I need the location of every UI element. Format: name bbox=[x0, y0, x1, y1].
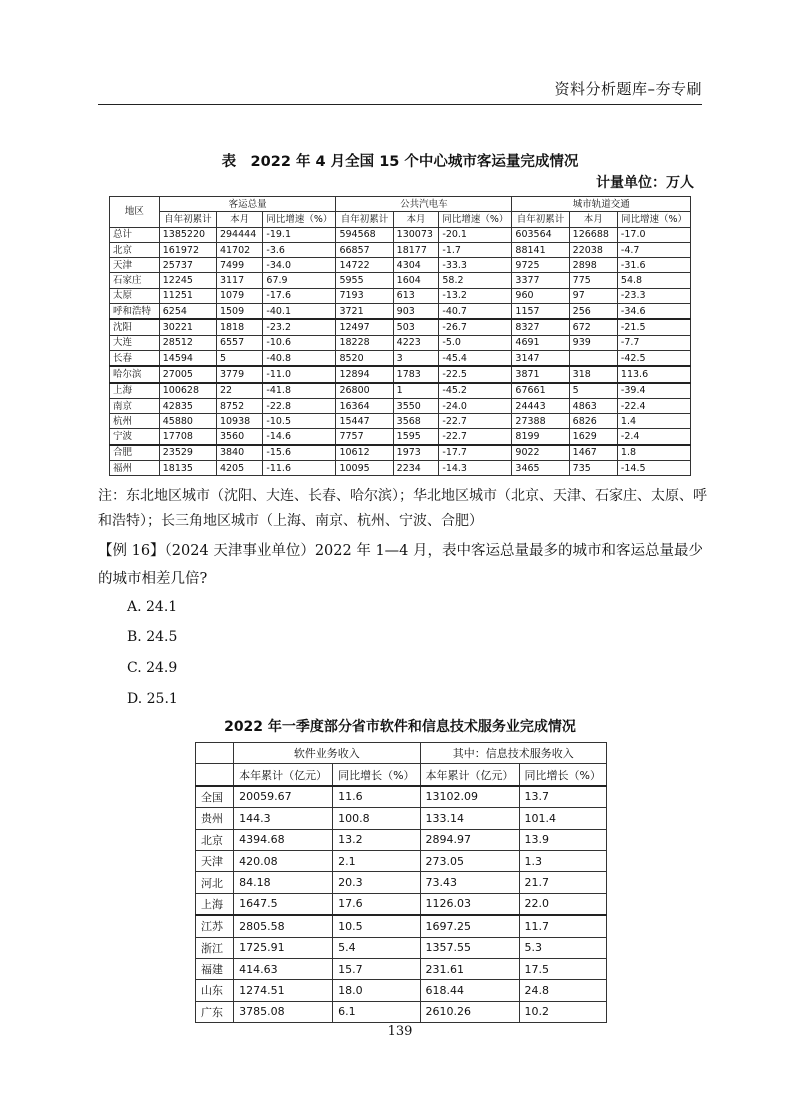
value-cell: 5.4 bbox=[333, 937, 420, 958]
table-row bbox=[196, 915, 607, 937]
value-cell: -20.1 bbox=[439, 227, 512, 242]
value-cell: 14722 bbox=[336, 258, 393, 273]
value-cell: 1.8 bbox=[617, 445, 690, 461]
value-cell: 3779 bbox=[216, 366, 262, 382]
value-cell: 1818 bbox=[216, 319, 262, 335]
value-cell: 4691 bbox=[512, 335, 569, 350]
value-cell: -10.5 bbox=[263, 414, 336, 429]
value-cell: 4394.68 bbox=[234, 829, 333, 850]
value-cell: -34.0 bbox=[263, 258, 336, 273]
value-cell bbox=[569, 350, 617, 366]
group-header: 公共汽电车 bbox=[336, 197, 512, 212]
table-row bbox=[196, 893, 607, 915]
value-cell: 20.3 bbox=[333, 872, 420, 893]
region-cell: 福建 bbox=[196, 958, 234, 979]
value-cell: 1595 bbox=[393, 429, 439, 445]
value-cell: 10612 bbox=[336, 445, 393, 461]
value-cell: 11.7 bbox=[519, 915, 606, 937]
value-cell: 6557 bbox=[216, 335, 262, 350]
value-cell: 1647.5 bbox=[234, 893, 333, 915]
value-cell: 672 bbox=[569, 319, 617, 335]
table-row bbox=[110, 288, 691, 303]
value-cell: 88141 bbox=[512, 242, 569, 257]
value-cell: 1126.03 bbox=[420, 893, 519, 915]
value-cell: 67.9 bbox=[263, 273, 336, 288]
value-cell: 18177 bbox=[393, 242, 439, 257]
value-cell: 25737 bbox=[159, 258, 216, 273]
region-cell: 大连 bbox=[110, 335, 160, 350]
value-cell: -5.0 bbox=[439, 335, 512, 350]
option-b: B. 24.5 bbox=[127, 629, 178, 645]
region-cell: 上海 bbox=[196, 893, 234, 915]
value-cell: 2805.58 bbox=[234, 915, 333, 937]
table-row bbox=[196, 1001, 607, 1022]
value-cell: 66857 bbox=[336, 242, 393, 257]
value-cell: 8520 bbox=[336, 350, 393, 366]
value-cell: 28512 bbox=[159, 335, 216, 350]
value-cell: -10.6 bbox=[263, 335, 336, 350]
table1-title: 表 2022 年 4 月全国 15 个中心城市客运量完成情况 bbox=[221, 154, 579, 170]
value-cell: -14.6 bbox=[263, 429, 336, 445]
value-cell: -26.7 bbox=[439, 319, 512, 335]
value-cell: 13.7 bbox=[519, 786, 606, 808]
sub-header: 自年初累计 bbox=[512, 212, 569, 227]
value-cell: 30221 bbox=[159, 319, 216, 335]
value-cell: 3785.08 bbox=[234, 1001, 333, 1022]
value-cell: 1509 bbox=[216, 304, 262, 320]
region-cell: 沈阳 bbox=[110, 319, 160, 335]
region-cell: 浙江 bbox=[196, 937, 234, 958]
value-cell: 1467 bbox=[569, 445, 617, 461]
value-cell: -22.4 bbox=[617, 398, 690, 413]
region-cell: 全国 bbox=[196, 786, 234, 808]
value-cell: 73.43 bbox=[420, 872, 519, 893]
value-cell: 18135 bbox=[159, 461, 216, 476]
value-cell: 613 bbox=[393, 288, 439, 303]
value-cell: -24.0 bbox=[439, 398, 512, 413]
sub-header: 自年初累计 bbox=[159, 212, 216, 227]
value-cell: 6.1 bbox=[333, 1001, 420, 1022]
table-row bbox=[196, 980, 607, 1001]
value-cell: 100.8 bbox=[333, 808, 420, 829]
region-cell: 呼和浩特 bbox=[110, 304, 160, 320]
value-cell: 3 bbox=[393, 350, 439, 366]
corner-cell bbox=[196, 764, 234, 786]
value-cell: -15.6 bbox=[263, 445, 336, 461]
sub-header: 本月 bbox=[216, 212, 262, 227]
value-cell: -40.7 bbox=[439, 304, 512, 320]
sub-header: 本月 bbox=[569, 212, 617, 227]
value-cell: 3560 bbox=[216, 429, 262, 445]
value-cell: 1783 bbox=[393, 366, 439, 382]
table-row bbox=[196, 872, 607, 893]
value-cell: -40.8 bbox=[263, 350, 336, 366]
table-row bbox=[110, 242, 691, 257]
table1-unit: 计量单位：万人 bbox=[596, 175, 694, 191]
value-cell: 18228 bbox=[336, 335, 393, 350]
value-cell: 775 bbox=[569, 273, 617, 288]
group-header: 城市轨道交通 bbox=[512, 197, 691, 212]
sub-header: 本年累计（亿元） bbox=[420, 764, 519, 786]
value-cell: 7757 bbox=[336, 429, 393, 445]
value-cell: 2898 bbox=[569, 258, 617, 273]
value-cell: 4863 bbox=[569, 398, 617, 413]
region-cell: 哈尔滨 bbox=[110, 366, 160, 382]
value-cell: -11.0 bbox=[263, 366, 336, 382]
value-cell: 420.08 bbox=[234, 850, 333, 871]
value-cell: 17.6 bbox=[333, 893, 420, 915]
value-cell: 2610.26 bbox=[420, 1001, 519, 1022]
value-cell: -31.6 bbox=[617, 258, 690, 273]
value-cell: 1725.91 bbox=[234, 937, 333, 958]
value-cell: 133.14 bbox=[420, 808, 519, 829]
value-cell: 7499 bbox=[216, 258, 262, 273]
value-cell: 1973 bbox=[393, 445, 439, 461]
value-cell: 273.05 bbox=[420, 850, 519, 871]
value-cell: -19.1 bbox=[263, 227, 336, 242]
region-cell: 上海 bbox=[110, 383, 160, 399]
value-cell: 5 bbox=[216, 350, 262, 366]
region-cell: 北京 bbox=[110, 242, 160, 257]
value-cell: 3840 bbox=[216, 445, 262, 461]
value-cell: 4205 bbox=[216, 461, 262, 476]
value-cell: 13.9 bbox=[519, 829, 606, 850]
region-cell: 杭州 bbox=[110, 414, 160, 429]
table-row bbox=[110, 383, 691, 399]
value-cell: 1697.25 bbox=[420, 915, 519, 937]
sub-header: 同比增长（%） bbox=[519, 764, 606, 786]
table-note: 注：东北地区城市（沈阳、大连、长春、哈尔滨）；华北地区城市（北京、天津、石家庄、太原、呼和浩特）；长三角地区城市（上海、南京、杭州、宁波、合肥） bbox=[98, 488, 707, 529]
value-cell: -22.5 bbox=[439, 366, 512, 382]
region-cell: 南京 bbox=[110, 398, 160, 413]
value-cell: -17.7 bbox=[439, 445, 512, 461]
value-cell: 294444 bbox=[216, 227, 262, 242]
value-cell: 58.2 bbox=[439, 273, 512, 288]
value-cell: 126688 bbox=[569, 227, 617, 242]
value-cell: 1.3 bbox=[519, 850, 606, 871]
value-cell: 26800 bbox=[336, 383, 393, 399]
value-cell: 618.44 bbox=[420, 980, 519, 1001]
value-cell: 414.63 bbox=[234, 958, 333, 979]
header-rule bbox=[98, 104, 702, 105]
region-cell: 广东 bbox=[196, 1001, 234, 1022]
option-c: C. 24.9 bbox=[127, 660, 178, 676]
region-cell: 太原 bbox=[110, 288, 160, 303]
value-cell: 7193 bbox=[336, 288, 393, 303]
value-cell: 1357.55 bbox=[420, 937, 519, 958]
value-cell: 8199 bbox=[512, 429, 569, 445]
region-cell: 福州 bbox=[110, 461, 160, 476]
value-cell: 27388 bbox=[512, 414, 569, 429]
table-row bbox=[196, 808, 607, 829]
region-cell: 山东 bbox=[196, 980, 234, 1001]
value-cell: 24.8 bbox=[519, 980, 606, 1001]
table-row bbox=[196, 937, 607, 958]
table-row bbox=[110, 304, 691, 320]
value-cell: 1385220 bbox=[159, 227, 216, 242]
value-cell: 100628 bbox=[159, 383, 216, 399]
value-cell: 144.3 bbox=[234, 808, 333, 829]
value-cell: 2.1 bbox=[333, 850, 420, 871]
value-cell: 12894 bbox=[336, 366, 393, 382]
value-cell: -3.6 bbox=[263, 242, 336, 257]
value-cell: -17.6 bbox=[263, 288, 336, 303]
table-row bbox=[110, 273, 691, 288]
value-cell: 17708 bbox=[159, 429, 216, 445]
region-cell: 宁波 bbox=[110, 429, 160, 445]
sub-header: 本月 bbox=[393, 212, 439, 227]
value-cell: -17.0 bbox=[617, 227, 690, 242]
region-cell: 河北 bbox=[196, 872, 234, 893]
group-header: 软件业务收入 bbox=[234, 743, 420, 764]
value-cell: 939 bbox=[569, 335, 617, 350]
table-row bbox=[110, 429, 691, 445]
value-cell: 3721 bbox=[336, 304, 393, 320]
value-cell: 4304 bbox=[393, 258, 439, 273]
table-row bbox=[196, 850, 607, 871]
region-cell: 江苏 bbox=[196, 915, 234, 937]
table-row bbox=[110, 319, 691, 335]
table-row bbox=[110, 335, 691, 350]
value-cell: 3465 bbox=[512, 461, 569, 476]
option-d: D. 25.1 bbox=[127, 691, 178, 707]
value-cell: 8752 bbox=[216, 398, 262, 413]
value-cell: 6254 bbox=[159, 304, 216, 320]
value-cell: 22 bbox=[216, 383, 262, 399]
sub-header: 同比增速（%） bbox=[263, 212, 336, 227]
table-row bbox=[110, 461, 691, 476]
value-cell: 3147 bbox=[512, 350, 569, 366]
table-row bbox=[110, 445, 691, 461]
value-cell: 21.7 bbox=[519, 872, 606, 893]
value-cell: 2234 bbox=[393, 461, 439, 476]
value-cell: 54.8 bbox=[617, 273, 690, 288]
sub-header: 同比增长（%） bbox=[333, 764, 420, 786]
sub-header: 同比增速（%） bbox=[439, 212, 512, 227]
sub-header: 自年初累计 bbox=[336, 212, 393, 227]
value-cell: 3550 bbox=[393, 398, 439, 413]
value-cell: 41702 bbox=[216, 242, 262, 257]
region-cell: 合肥 bbox=[110, 445, 160, 461]
value-cell: 503 bbox=[393, 319, 439, 335]
table-row bbox=[110, 350, 691, 366]
value-cell: -2.4 bbox=[617, 429, 690, 445]
value-cell: 4223 bbox=[393, 335, 439, 350]
value-cell: 15447 bbox=[336, 414, 393, 429]
region-cell: 贵州 bbox=[196, 808, 234, 829]
value-cell: -1.7 bbox=[439, 242, 512, 257]
value-cell: 15.7 bbox=[333, 958, 420, 979]
sub-header: 同比增速（%） bbox=[617, 212, 690, 227]
software-revenue-table bbox=[195, 742, 607, 1023]
table-row bbox=[196, 829, 607, 850]
value-cell: 903 bbox=[393, 304, 439, 320]
value-cell: 20059.67 bbox=[234, 786, 333, 808]
value-cell: 6826 bbox=[569, 414, 617, 429]
value-cell: -11.6 bbox=[263, 461, 336, 476]
value-cell: -23.2 bbox=[263, 319, 336, 335]
value-cell: 1079 bbox=[216, 288, 262, 303]
value-cell: -23.3 bbox=[617, 288, 690, 303]
region-header: 地区 bbox=[110, 197, 160, 228]
corner-cell bbox=[196, 743, 234, 764]
value-cell: 3117 bbox=[216, 273, 262, 288]
value-cell: 12497 bbox=[336, 319, 393, 335]
value-cell: 24443 bbox=[512, 398, 569, 413]
value-cell: 84.18 bbox=[234, 872, 333, 893]
region-cell: 天津 bbox=[110, 258, 160, 273]
value-cell: 101.4 bbox=[519, 808, 606, 829]
value-cell: 8327 bbox=[512, 319, 569, 335]
question-stem: 【例 16】（2024 天津事业单位）2022 年 1—4 月，表中客运总量最多的城市和客运总量最少的城市相差几倍? bbox=[98, 543, 703, 587]
value-cell: 5955 bbox=[336, 273, 393, 288]
value-cell: -14.5 bbox=[617, 461, 690, 476]
value-cell: 23529 bbox=[159, 445, 216, 461]
region-cell: 北京 bbox=[196, 829, 234, 850]
value-cell: 1157 bbox=[512, 304, 569, 320]
value-cell: 18.0 bbox=[333, 980, 420, 1001]
value-cell: 1274.51 bbox=[234, 980, 333, 1001]
sub-header: 本年累计（亿元） bbox=[234, 764, 333, 786]
value-cell: 2894.97 bbox=[420, 829, 519, 850]
value-cell: 16364 bbox=[336, 398, 393, 413]
value-cell: 1 bbox=[393, 383, 439, 399]
value-cell: -45.4 bbox=[439, 350, 512, 366]
value-cell: 1629 bbox=[569, 429, 617, 445]
value-cell: 11251 bbox=[159, 288, 216, 303]
value-cell: -34.6 bbox=[617, 304, 690, 320]
value-cell: 960 bbox=[512, 288, 569, 303]
value-cell: 10938 bbox=[216, 414, 262, 429]
value-cell: 10.2 bbox=[519, 1001, 606, 1022]
value-cell: -7.7 bbox=[617, 335, 690, 350]
value-cell: -41.8 bbox=[263, 383, 336, 399]
value-cell: 22038 bbox=[569, 242, 617, 257]
region-cell: 总计 bbox=[110, 227, 160, 242]
value-cell: -33.3 bbox=[439, 258, 512, 273]
value-cell: 9022 bbox=[512, 445, 569, 461]
region-cell: 天津 bbox=[196, 850, 234, 871]
value-cell: 594568 bbox=[336, 227, 393, 242]
value-cell: 603564 bbox=[512, 227, 569, 242]
value-cell: 27005 bbox=[159, 366, 216, 382]
table-row bbox=[110, 398, 691, 413]
table-row bbox=[110, 227, 691, 242]
value-cell: 13102.09 bbox=[420, 786, 519, 808]
value-cell: -42.5 bbox=[617, 350, 690, 366]
value-cell: 5.3 bbox=[519, 937, 606, 958]
value-cell: -40.1 bbox=[263, 304, 336, 320]
value-cell: 130073 bbox=[393, 227, 439, 242]
value-cell: 3871 bbox=[512, 366, 569, 382]
value-cell: 17.5 bbox=[519, 958, 606, 979]
value-cell: 161972 bbox=[159, 242, 216, 257]
value-cell: 113.6 bbox=[617, 366, 690, 382]
value-cell: 9725 bbox=[512, 258, 569, 273]
value-cell: 14594 bbox=[159, 350, 216, 366]
value-cell: 67661 bbox=[512, 383, 569, 399]
value-cell: 10.5 bbox=[333, 915, 420, 937]
option-a: A. 24.1 bbox=[127, 599, 178, 615]
value-cell: -22.7 bbox=[439, 414, 512, 429]
value-cell: 12245 bbox=[159, 273, 216, 288]
value-cell: -13.2 bbox=[439, 288, 512, 303]
value-cell: 22.0 bbox=[519, 893, 606, 915]
value-cell: -14.3 bbox=[439, 461, 512, 476]
passenger-volume-table bbox=[109, 196, 691, 476]
table-row bbox=[196, 786, 607, 808]
value-cell: -45.2 bbox=[439, 383, 512, 399]
table2-title: 2022 年一季度部分省市软件和信息技术服务业完成情况 bbox=[224, 719, 576, 735]
value-cell: 13.2 bbox=[333, 829, 420, 850]
page-header: 资料分析题库–夯专刷 bbox=[554, 80, 702, 98]
value-cell: 1.4 bbox=[617, 414, 690, 429]
value-cell: 231.61 bbox=[420, 958, 519, 979]
value-cell: 1604 bbox=[393, 273, 439, 288]
value-cell: 5 bbox=[569, 383, 617, 399]
page-number: 139 bbox=[387, 1024, 413, 1039]
value-cell: -39.4 bbox=[617, 383, 690, 399]
table-row bbox=[110, 258, 691, 273]
value-cell: -4.7 bbox=[617, 242, 690, 257]
table-row bbox=[110, 414, 691, 429]
table-row bbox=[196, 958, 607, 979]
value-cell: 11.6 bbox=[333, 786, 420, 808]
value-cell: 735 bbox=[569, 461, 617, 476]
value-cell: 45880 bbox=[159, 414, 216, 429]
value-cell: 3377 bbox=[512, 273, 569, 288]
table-row bbox=[110, 366, 691, 382]
group-header: 客运总量 bbox=[159, 197, 336, 212]
value-cell: -22.7 bbox=[439, 429, 512, 445]
value-cell: 3568 bbox=[393, 414, 439, 429]
value-cell: -21.5 bbox=[617, 319, 690, 335]
group-header: 其中：信息技术服务收入 bbox=[420, 743, 606, 764]
region-cell: 石家庄 bbox=[110, 273, 160, 288]
value-cell: 97 bbox=[569, 288, 617, 303]
value-cell: -22.8 bbox=[263, 398, 336, 413]
value-cell: 42835 bbox=[159, 398, 216, 413]
value-cell: 256 bbox=[569, 304, 617, 320]
region-cell: 长春 bbox=[110, 350, 160, 366]
value-cell: 318 bbox=[569, 366, 617, 382]
value-cell: 10095 bbox=[336, 461, 393, 476]
